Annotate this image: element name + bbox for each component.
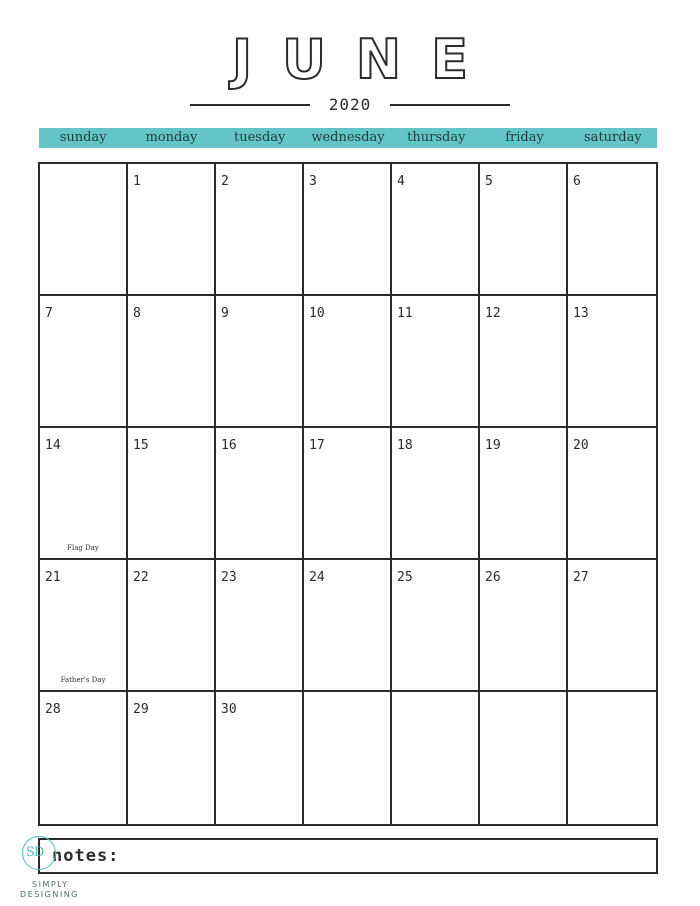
day-number: 6 (573, 174, 581, 189)
day-number: 4 (397, 174, 405, 189)
day-number: 22 (133, 570, 149, 585)
weekday-tuesday: tuesday (234, 130, 286, 145)
day-number: 7 (45, 306, 53, 321)
month-title: JUNE (231, 28, 499, 91)
year-divider-left (190, 104, 310, 106)
calendar-day-cell[interactable] (128, 560, 216, 692)
day-number: 21 (45, 570, 61, 585)
day-number: 20 (573, 438, 589, 453)
calendar-day-cell[interactable] (568, 560, 656, 692)
calendar-day-cell[interactable] (304, 164, 392, 296)
calendar-day-cell[interactable] (304, 296, 392, 428)
calendar-day-cell[interactable] (128, 692, 216, 824)
logo-mark: SD (26, 845, 44, 860)
day-number: 10 (309, 306, 325, 321)
calendar-grid (38, 162, 658, 826)
day-number: 9 (221, 306, 229, 321)
day-number: 24 (309, 570, 325, 585)
calendar-day-cell[interactable] (40, 428, 128, 560)
weekday-thursday: thursday (407, 130, 466, 145)
calendar-day-cell[interactable] (392, 560, 480, 692)
day-number: 23 (221, 570, 237, 585)
simply-designing-logo (20, 836, 80, 902)
notes-label: notes: (52, 846, 120, 866)
day-number: 11 (397, 306, 413, 321)
holiday-label: Father's Day (60, 676, 106, 684)
notes-box[interactable] (38, 838, 658, 874)
day-number: 25 (397, 570, 413, 585)
year-row (190, 93, 510, 117)
calendar-day-cell[interactable] (128, 296, 216, 428)
calendar-day-cell[interactable] (568, 692, 656, 824)
day-number: 18 (397, 438, 413, 453)
weekday-header-bar (39, 128, 657, 148)
day-number: 28 (45, 702, 61, 717)
calendar-day-cell[interactable] (568, 164, 656, 296)
calendar-day-cell[interactable] (392, 428, 480, 560)
calendar-day-cell[interactable] (392, 692, 480, 824)
day-number: 3 (309, 174, 317, 189)
calendar-day-cell[interactable] (392, 164, 480, 296)
calendar-day-cell[interactable] (128, 428, 216, 560)
weekday-saturday: saturday (584, 130, 642, 145)
calendar-day-cell[interactable] (480, 692, 568, 824)
calendar-day-cell[interactable] (216, 296, 304, 428)
year-divider-right (390, 104, 510, 106)
weekday-wednesday: wednesday (311, 130, 385, 145)
day-number: 1 (133, 174, 141, 189)
calendar-day-cell[interactable] (304, 560, 392, 692)
calendar-day-cell[interactable] (40, 560, 128, 692)
calendar-day-cell[interactable] (392, 296, 480, 428)
calendar-day-cell[interactable] (128, 164, 216, 296)
calendar-day-cell[interactable] (216, 428, 304, 560)
calendar-day-cell[interactable] (304, 692, 392, 824)
calendar-day-cell[interactable] (40, 164, 128, 296)
day-number: 2 (221, 174, 229, 189)
calendar-day-cell[interactable] (216, 560, 304, 692)
weekday-monday: monday (145, 130, 198, 145)
day-number: 19 (485, 438, 501, 453)
day-number: 5 (485, 174, 493, 189)
weekday-friday: friday (505, 130, 544, 145)
holiday-label: Flag Day (67, 544, 99, 552)
day-number: 14 (45, 438, 61, 453)
calendar-day-cell[interactable] (216, 692, 304, 824)
day-number: 17 (309, 438, 325, 453)
calendar-day-cell[interactable] (480, 560, 568, 692)
calendar-day-cell[interactable] (304, 428, 392, 560)
year-label: 2020 (328, 95, 372, 114)
calendar-day-cell[interactable] (568, 428, 656, 560)
day-number: 12 (485, 306, 501, 321)
day-number: 27 (573, 570, 589, 585)
day-number: 30 (221, 702, 237, 717)
calendar-day-cell[interactable] (40, 692, 128, 824)
logo-word-simply: SIMPLY (32, 880, 69, 889)
calendar-day-cell[interactable] (568, 296, 656, 428)
day-number: 15 (133, 438, 149, 453)
calendar-day-cell[interactable] (480, 296, 568, 428)
logo-word-designing: DESIGNING (20, 890, 79, 899)
day-number: 13 (573, 306, 589, 321)
calendar-day-cell[interactable] (480, 428, 568, 560)
day-number: 16 (221, 438, 237, 453)
day-number: 29 (133, 702, 149, 717)
calendar-day-cell[interactable] (216, 164, 304, 296)
day-number: 8 (133, 306, 141, 321)
day-number: 26 (485, 570, 501, 585)
weekday-sunday: sunday (59, 130, 107, 145)
calendar-day-cell[interactable] (40, 296, 128, 428)
calendar-day-cell[interactable] (480, 164, 568, 296)
